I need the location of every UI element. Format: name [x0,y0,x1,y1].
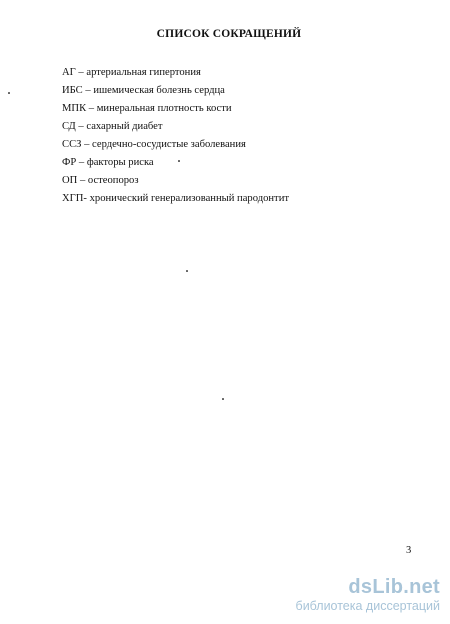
abbreviation-item: ССЗ – сердечно-сосудистые заболевания [62,139,246,150]
abbreviation-item: АГ – артериальная гипертония [62,67,201,78]
abbreviation-item: ФР – факторы риска [62,157,154,168]
page-title: СПИСОК СОКРАЩЕНИЙ [156,28,302,40]
abbreviation-item: ИБС – ишемическая болезнь сердца [62,85,225,96]
abbreviation-item: СД – сахарный диабет [62,121,163,132]
abbreviation-list [62,64,422,208]
scan-speck [222,398,224,400]
abbreviation-item: МПК – минеральная плотность кости [62,103,232,114]
scan-speck [178,160,180,162]
scan-speck [186,270,188,272]
scan-speck [8,92,10,94]
watermark-tagline: библиотека диссертаций [295,599,440,613]
abbreviation-item: ХГП- хронический генерализованный пародонтит [62,193,289,204]
abbreviation-item: ОП – остеопороз [62,175,139,186]
page-number: 3 [406,545,412,556]
watermark[interactable] [296,576,440,614]
watermark-logo[interactable]: dsLib.net [348,576,440,598]
